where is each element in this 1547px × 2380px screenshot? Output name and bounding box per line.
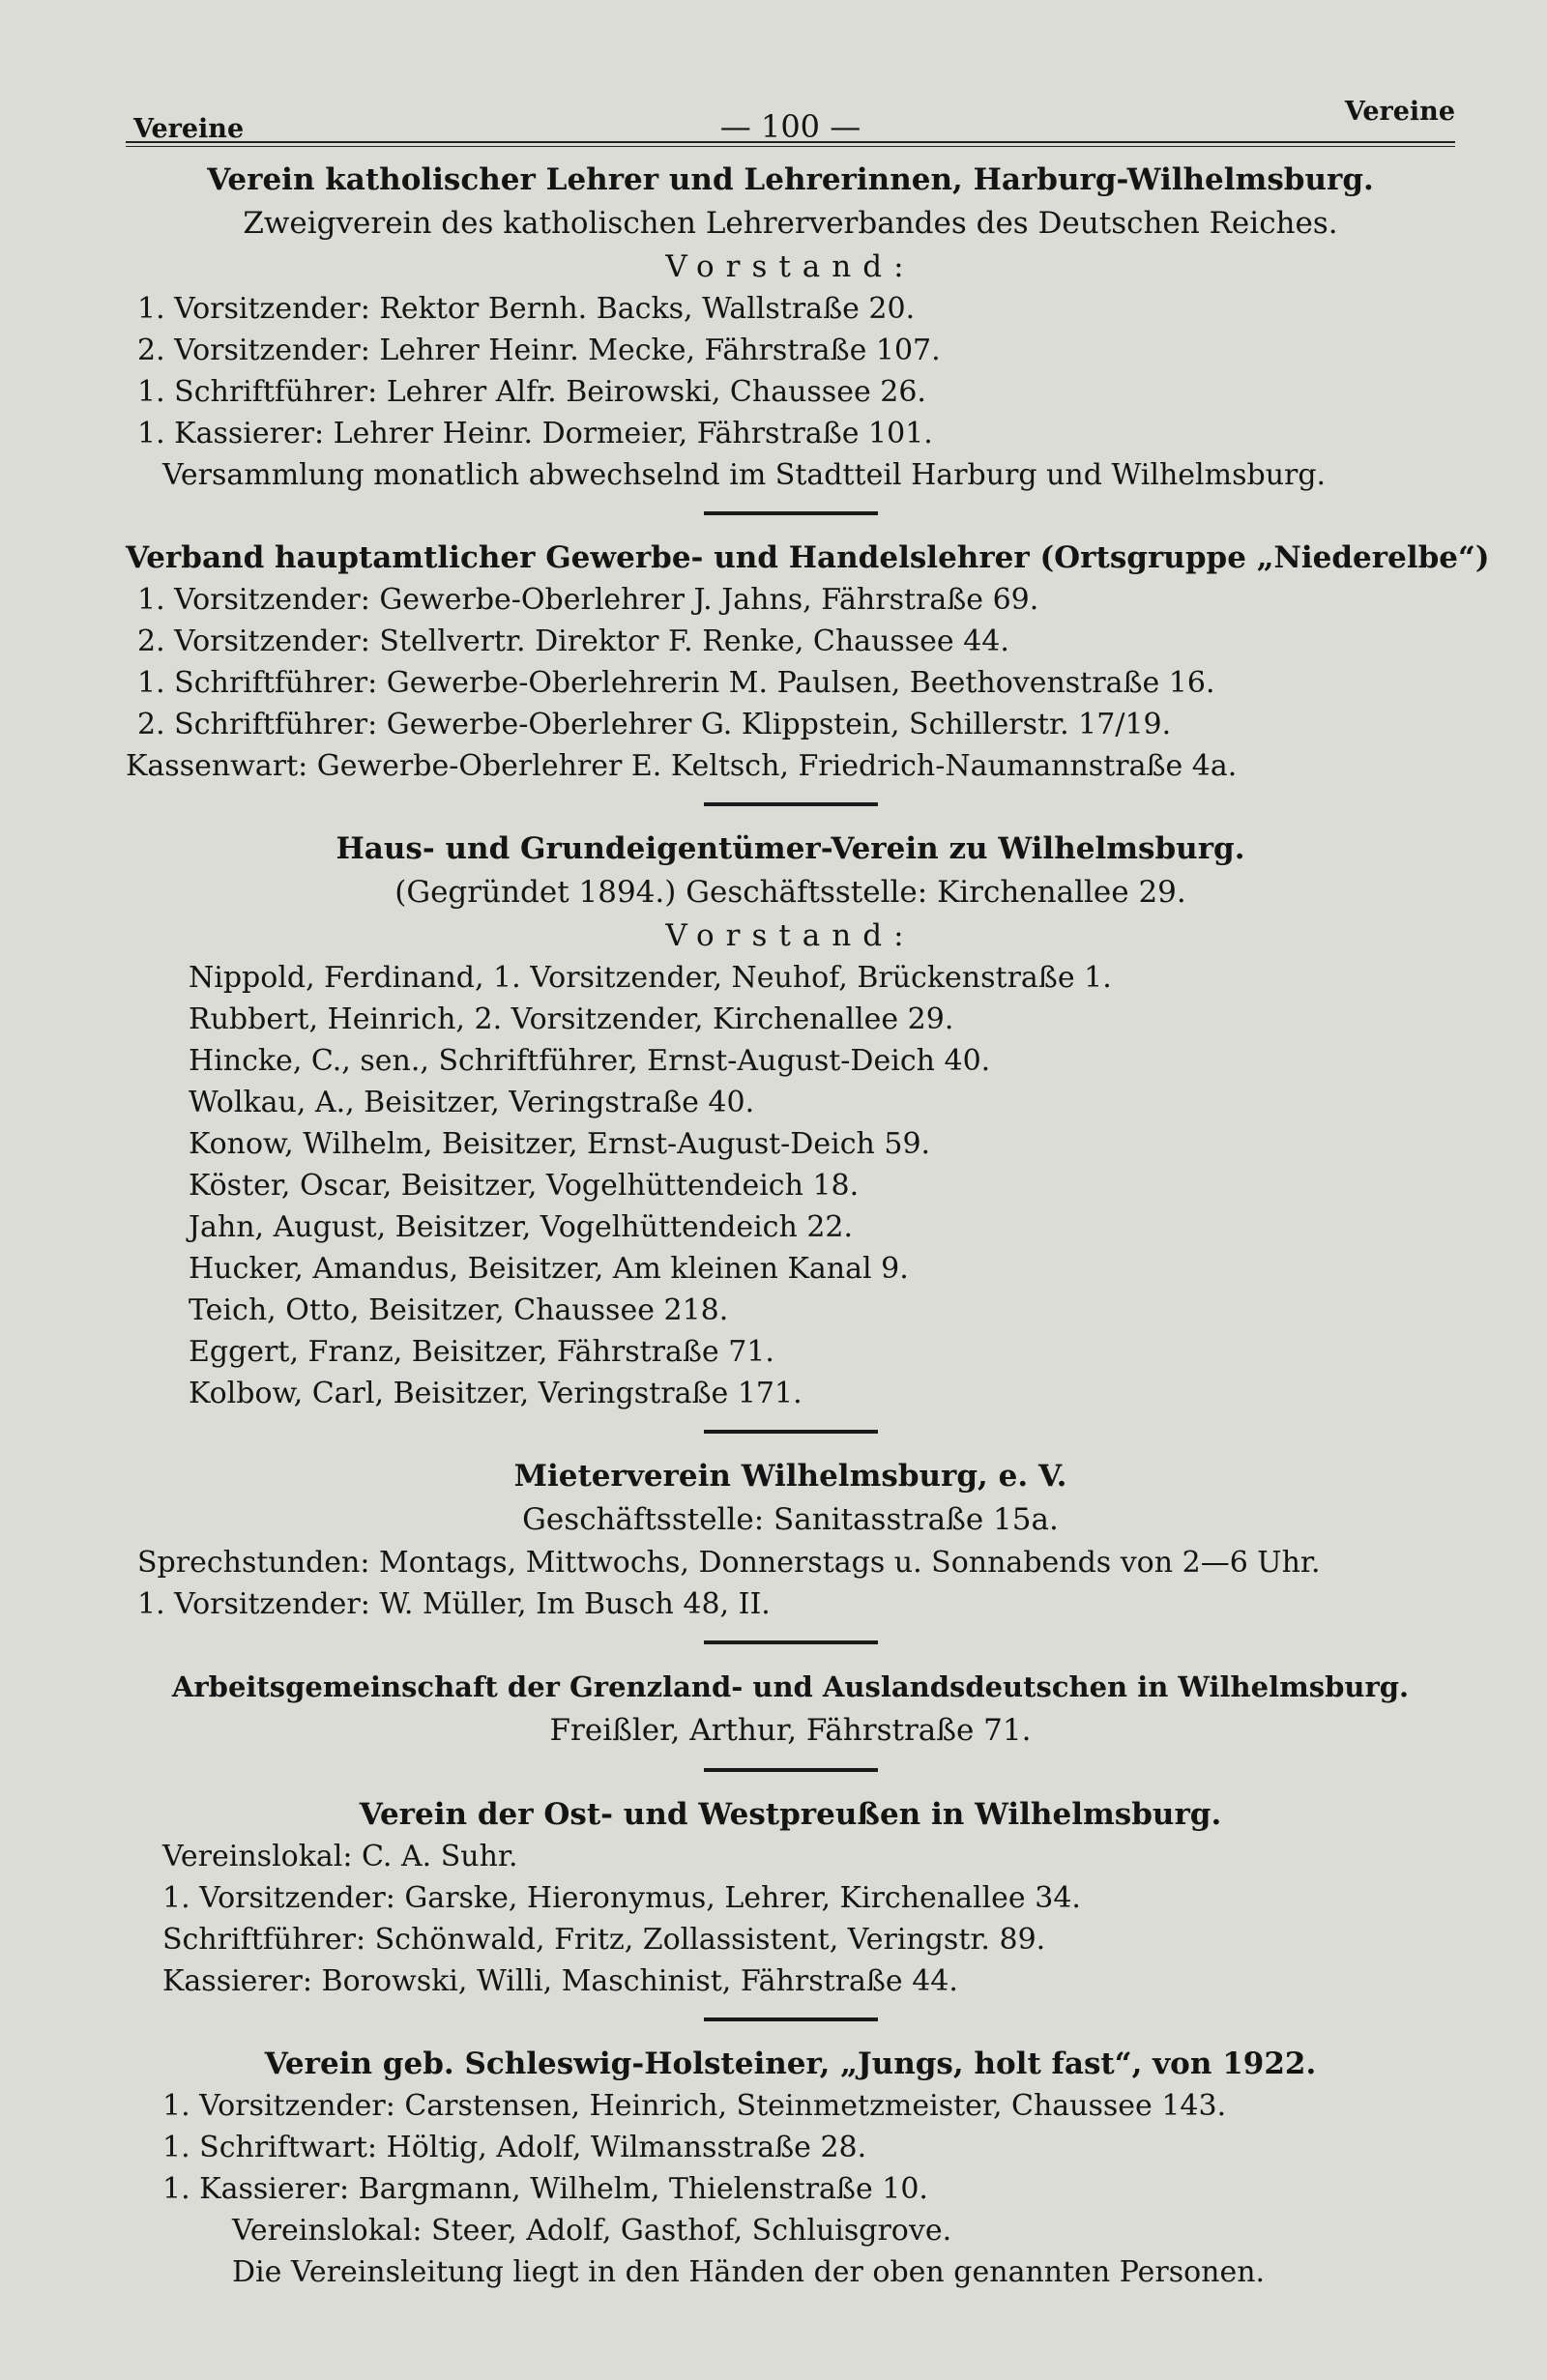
entry-line: Kassenwart: Gewerbe-Oberlehrer E. Keltsch, Friedrich-Naumannstraße 4a. <box>126 749 1238 783</box>
section-mieterverein <box>126 1455 1455 1625</box>
section-ost-westpreussen <box>126 1793 1455 2002</box>
board-heading: Vorstand: <box>665 249 916 284</box>
section-divider <box>704 1640 878 1644</box>
entry-line: 1. Schriftführer: Gewerbe-Oberlehrerin M. Paulsen, Beethovenstraße 16. <box>137 666 1215 700</box>
section-haus-grundeigentuemer <box>126 827 1455 1414</box>
entry-line: 1. Vorsitzender: Carstensen, Heinrich, Steinmetzmeister, Chaussee 143. <box>162 2089 1227 2123</box>
section-grenzland-auslandsdeutsche <box>126 1666 1455 1753</box>
section-divider <box>704 1430 878 1434</box>
section-divider <box>704 802 878 806</box>
entry-line: Vereinslokal: C. A. Suhr. <box>162 1840 518 1873</box>
board-heading: Vorstand: <box>665 918 916 953</box>
entry-line: Köster, Oscar, Beisitzer, Vogelhüttendeich 18. <box>189 1169 860 1203</box>
entry-line: Hucker, Amandus, Beisitzer, Am kleinen Kanal 9. <box>189 1252 909 1286</box>
entry-line: Kolbow, Carl, Beisitzer, Veringstraße 171. <box>189 1377 803 1410</box>
entry-line: 1. Vorsitzender: Rektor Bernh. Backs, Wallstraße 20. <box>137 292 916 326</box>
entry-line: 1. Vorsitzender: Gewerbe-Oberlehrer J. Jahns, Fährstraße 69. <box>137 583 1039 617</box>
entry-line: 1. Vorsitzender: Garske, Hieronymus, Lehrer, Kirchenallee 34. <box>162 1881 1081 1915</box>
entry-line: 1. Vorsitzender: W. Müller, Im Busch 48, II. <box>137 1587 771 1621</box>
entry-line: Wolkau, A., Beisitzer, Veringstraße 40. <box>189 1086 755 1119</box>
section-title: Verband hauptamtlicher Gewerbe- und Handelslehrer (Ortsgruppe „Niederelbe“) <box>126 540 1490 575</box>
section-schleswig-holsteiner <box>126 2043 1455 2293</box>
entry-line: Nippold, Ferdinand, 1. Vorsitzender, Neuhof, Brückenstraße 1. <box>189 961 1112 995</box>
entry-line: Hincke, C., sen., Schriftführer, Ernst-August-Deich 40. <box>189 1044 991 1078</box>
entry-line: 1. Schriftwart: Höltig, Adolf, Wilmansstraße 28. <box>162 2131 867 2164</box>
entry-line: 1. Schriftführer: Lehrer Alfr. Beirowski, Chaussee 26. <box>137 375 926 409</box>
entry-line: 2. Vorsitzender: Lehrer Heinr. Mecke, Fährstraße 107. <box>137 334 941 367</box>
section-title: Haus- und Grundeigentümer-Verein zu Wilhelmsburg. <box>336 831 1245 866</box>
section-title: Mieterverein Wilhelmsburg, e. V. <box>513 1459 1067 1494</box>
section-subtitle: (Gegründet 1894.) Geschäftsstelle: Kirchenallee 29. <box>394 875 1186 910</box>
header-left: Vereine <box>133 114 245 144</box>
section-title: Verein der Ost- und Westpreußen in Wilhelmsburg. <box>359 1797 1222 1832</box>
entry-line: Teich, Otto, Beisitzer, Chaussee 218. <box>189 1293 729 1327</box>
section-subtitle: Zweigverein des katholischen Lehrerverbandes des Deutschen Reiches. <box>243 206 1338 241</box>
section-title: Verein geb. Schleswig-Holsteiner, „Jungs, holt fast“, von 1922. <box>264 2046 1317 2081</box>
page-header <box>126 77 1455 145</box>
section-katholische-lehrer <box>126 159 1455 496</box>
section-subtitle: Geschäftsstelle: Sanitasstraße 15a. <box>522 1502 1059 1537</box>
entry-line: Vereinslokal: Steer, Adolf, Gasthof, Schluisgrove. <box>232 2214 952 2248</box>
entry-line: 2. Schriftführer: Gewerbe-Oberlehrer G. Klippstein, Schillerstr. 17/19. <box>137 708 1172 741</box>
entry-line: Versammlung monatlich abwechselnd im Stadtteil Harburg und Wilhelmsburg. <box>162 458 1327 492</box>
entry-line: Schriftführer: Schönwald, Fritz, Zollassistent, Veringstr. 89. <box>162 1923 1046 1957</box>
section-divider <box>704 511 878 515</box>
entry-line: 2. Vorsitzender: Stellvertr. Direktor F. Renke, Chaussee 44. <box>137 624 1009 658</box>
section-gewerbe-handelslehrer <box>126 537 1490 787</box>
section-divider <box>704 1768 878 1772</box>
entry-line: Jahn, August, Beisitzer, Vogelhüttendeich 22. <box>189 1210 854 1244</box>
entry-line: Die Vereinsleitung liegt in den Händen der oben genannten Personen. <box>232 2255 1266 2289</box>
entry-line: Rubbert, Heinrich, 2. Vorsitzender, Kirchenallee 29. <box>189 1002 954 1036</box>
section-divider <box>704 2017 878 2021</box>
entry-line: Eggert, Franz, Beisitzer, Fährstraße 71. <box>189 1335 774 1369</box>
entry-line: Konow, Wilhelm, Beisitzer, Ernst-August-Deich 59. <box>189 1127 931 1161</box>
header-right: Vereine <box>1344 97 1455 127</box>
page-number: — 100 — <box>719 108 861 145</box>
entry-line: Kassierer: Borowski, Willi, Maschinist, Fährstraße 44. <box>162 1964 958 1998</box>
section-title: Arbeitsgemeinschaft der Grenzland- und Auslandsdeutschen in Wilhelmsburg. <box>171 1670 1410 1703</box>
entry-line: 1. Kassierer: Bargmann, Wilhelm, Thielenstraße 10. <box>162 2172 928 2206</box>
section-title: Verein katholischer Lehrer und Lehrerinnen, Harburg-Wilhelmsburg. <box>207 162 1374 197</box>
entry-line: 1. Kassierer: Lehrer Heinr. Dormeier, Fährstraße 101. <box>137 417 933 450</box>
section-subtitle: Freißler, Arthur, Fährstraße 71. <box>549 1713 1032 1748</box>
entry-line: Sprechstunden: Montags, Mittwochs, Donnerstags u. Sonnabends von 2—6 Uhr. <box>137 1546 1321 1580</box>
